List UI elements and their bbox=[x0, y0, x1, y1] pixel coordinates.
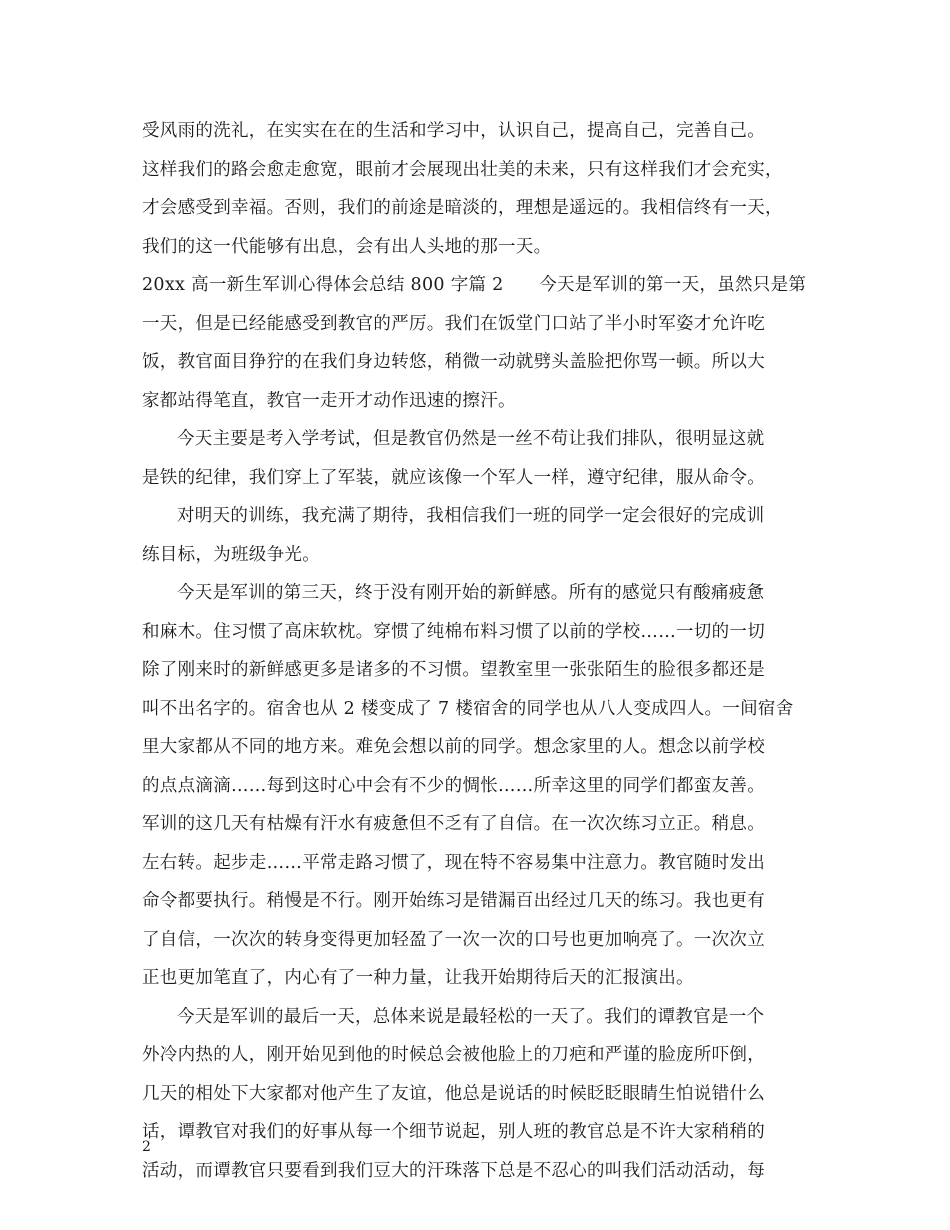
paragraph-start-line: 对明天的训练，我充满了期待，我相信我们一班的同学一定会很好的完成训 bbox=[177, 506, 765, 526]
text-line: 叫不出名字的。宿舍也从 2 楼变成了 7 楼宿舍的同学也从八人变成四人。一间宿舍 bbox=[142, 698, 794, 719]
text-line: 饭，教官面目狰狞的在我们身边转悠，稍微一动就劈头盖脸把你骂一顿。所以大 bbox=[142, 352, 765, 372]
text-line: 几天的相处下大家都对他产生了友谊，他总是说话的时候眨眨眼睛生怕说错什么 bbox=[142, 1083, 765, 1104]
text-line: 正也更加笔直了，内心有了一种力量，让我开始期待后天的汇报演出。 bbox=[142, 968, 694, 988]
text-line: 里大家都从不同的地方来。难免会想以前的同学。想念家里的人。想念以前学校 bbox=[142, 737, 765, 757]
paragraph-start-line: 今天是军训的第三天，终于没有刚开始的新鲜感。所有的感觉只有酸痛疲惫 bbox=[177, 583, 765, 603]
text-line: 的点点滴滴……每到这时心中会有不少的惆怅……所幸这里的同学们都蛮友善。 bbox=[142, 775, 765, 796]
text-line: 我们的这一代能够有出息，会有出人头地的那一天。 bbox=[142, 236, 552, 257]
text-line: 左右转。起步走……平常走路习惯了，现在特不容易集中注意力。教官随时发出 bbox=[142, 852, 765, 873]
section-heading-line: 20xx 高一新生军训心得体会总结 800 字篇 2 今天是军训的第一天，虽然只是第 bbox=[142, 275, 807, 295]
text-line: 军训的这几天有枯燥有汗水有疲惫但不乏有了自信。在一次次练习立正。稍息。 bbox=[142, 814, 765, 834]
text-line: 活动，而谭教官只要看到我们豆大的汗珠落下总是不忍心的叫我们活动活动，每 bbox=[142, 1160, 765, 1181]
text-line: 和麻木。住习惯了高床软枕。穿惯了纯棉布料习惯了以前的学校……一切的一切 bbox=[142, 621, 765, 642]
text-line: 受风雨的洗礼，在实实在在的生活和学习中，认识自己，提高自己，完善自己。 bbox=[142, 121, 765, 141]
text-line: 了自信，一次次的转身变得更加轻盈了一次一次的口号也更加响亮了。一次次立 bbox=[142, 929, 765, 950]
text-line: 命令都要执行。稍慢是不行。刚开始练习是错漏百出经过几天的练习。我也更有 bbox=[142, 891, 765, 911]
text-line: 话，谭教官对我们的好事从每一个细节说起，别人班的教官总是不许大家稍稍的 bbox=[142, 1122, 765, 1142]
document-body bbox=[142, 112, 812, 1190]
text-line: 是铁的纪律，我们穿上了军装，就应该像一个军人一样，遵守纪律，服从命令。 bbox=[142, 467, 765, 488]
text-line: 这样我们的路会愈走愈宽，眼前才会展现出壮美的未来，只有这样我们才会充实， bbox=[142, 159, 783, 180]
text-line: 家都站得笔直，教官一走开才动作迅速的擦汗。 bbox=[142, 390, 516, 411]
text-line: 除了刚来时的新鲜感更多是诸多的不习惯。望教室里一张张陌生的脸很多都还是 bbox=[142, 660, 765, 680]
text-line: 才会感受到幸福。否则，我们的前途是暗淡的，理想是遥远的。我相信终有一天， bbox=[142, 198, 783, 218]
page-number: 2 bbox=[142, 1139, 151, 1155]
paragraph-start-line: 今天主要是考入学考试，但是教官仍然是一丝不苟让我们排队，很明显这就 bbox=[177, 429, 765, 449]
text-line: 练目标，为班级争光。 bbox=[142, 544, 320, 565]
text-line: 一天，但是已经能感受到教官的严厉。我们在饭堂门口站了半小时军姿才允许吃 bbox=[142, 313, 765, 334]
paragraph-start-line: 今天是军训的最后一天，总体来说是最轻松的一天了。我们的谭教官是一个 bbox=[177, 1006, 765, 1027]
text-line: 外冷内热的人，刚开始见到他的时候总会被他脸上的刀疤和严谨的脸庞所吓倒， bbox=[142, 1045, 765, 1065]
